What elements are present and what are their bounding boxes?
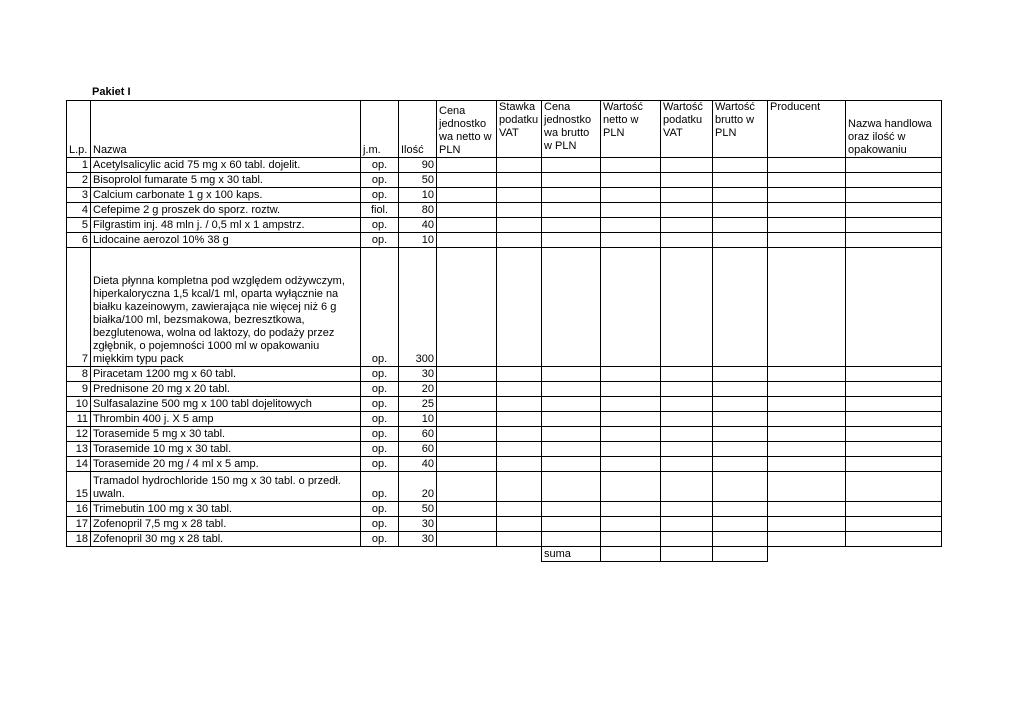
row-stawka-vat xyxy=(497,367,542,382)
row-jm: op. xyxy=(361,158,399,173)
row-producent xyxy=(768,457,846,472)
table-row xyxy=(67,158,942,173)
row-stawka-vat xyxy=(497,457,542,472)
table-row xyxy=(67,517,942,532)
table-row xyxy=(67,367,942,382)
row-ilosc: 20 xyxy=(399,472,437,502)
row-wartosc-podatku xyxy=(661,517,713,532)
row-cena-brutto xyxy=(542,233,601,248)
row-producent xyxy=(768,502,846,517)
summary-wartosc-netto xyxy=(601,547,661,562)
row-wartosc-podatku xyxy=(661,203,713,218)
row-jm: op. xyxy=(361,382,399,397)
row-wartosc-brutto xyxy=(713,158,768,173)
row-cena-brutto xyxy=(542,203,601,218)
row-nazwa: Torasemide 10 mg x 30 tabl. xyxy=(91,442,361,457)
row-wartosc-netto xyxy=(601,233,661,248)
row-jm: op. xyxy=(361,367,399,382)
row-nazwa-handlowa xyxy=(846,158,942,173)
row-wartosc-netto xyxy=(601,442,661,457)
row-lp: 9 xyxy=(67,382,91,397)
row-cena-netto xyxy=(437,233,497,248)
row-nazwa: Zofenopril 7,5 mg x 28 tabl. xyxy=(91,517,361,532)
table-row xyxy=(67,233,942,248)
summary-wartosc-brutto xyxy=(713,547,768,562)
row-cena-netto xyxy=(437,248,497,367)
row-nazwa-handlowa xyxy=(846,457,942,472)
row-nazwa-handlowa xyxy=(846,233,942,248)
row-nazwa-handlowa xyxy=(846,532,942,547)
row-lp: 4 xyxy=(67,203,91,218)
row-wartosc-netto xyxy=(601,412,661,427)
row-cena-netto xyxy=(437,457,497,472)
table-row xyxy=(67,248,942,367)
row-lp: 11 xyxy=(67,412,91,427)
row-wartosc-brutto xyxy=(713,173,768,188)
row-wartosc-brutto xyxy=(713,502,768,517)
row-jm: op. xyxy=(361,188,399,203)
row-cena-netto xyxy=(437,173,497,188)
row-wartosc-podatku xyxy=(661,233,713,248)
row-wartosc-brutto xyxy=(713,233,768,248)
row-lp: 3 xyxy=(67,188,91,203)
row-cena-netto xyxy=(437,472,497,502)
row-producent xyxy=(768,173,846,188)
row-lp: 14 xyxy=(67,457,91,472)
row-ilosc: 90 xyxy=(399,158,437,173)
header-jm: j.m. xyxy=(361,101,399,158)
row-cena-netto xyxy=(437,203,497,218)
row-wartosc-brutto xyxy=(713,412,768,427)
row-jm: op. xyxy=(361,532,399,547)
row-stawka-vat xyxy=(497,233,542,248)
row-wartosc-brutto xyxy=(713,397,768,412)
row-wartosc-podatku xyxy=(661,442,713,457)
row-wartosc-podatku xyxy=(661,427,713,442)
row-nazwa-handlowa xyxy=(846,412,942,427)
row-ilosc: 30 xyxy=(399,517,437,532)
row-nazwa: Sulfasalazine 500 mg x 100 tabl dojelitowych xyxy=(91,397,361,412)
row-ilosc: 40 xyxy=(399,218,437,233)
table-row xyxy=(67,532,942,547)
row-producent xyxy=(768,218,846,233)
row-jm: op. xyxy=(361,517,399,532)
row-wartosc-brutto xyxy=(713,472,768,502)
row-cena-netto xyxy=(437,382,497,397)
row-lp: 7 xyxy=(67,248,91,367)
row-cena-brutto xyxy=(542,472,601,502)
row-nazwa: Acetylsalicylic acid 75 mg x 60 tabl. dojelit. xyxy=(91,158,361,173)
row-lp: 18 xyxy=(67,532,91,547)
header-wartosc-netto: Wartość netto w PLN xyxy=(601,101,661,158)
row-nazwa-handlowa xyxy=(846,188,942,203)
row-jm: op. xyxy=(361,427,399,442)
row-stawka-vat xyxy=(497,173,542,188)
row-wartosc-netto xyxy=(601,457,661,472)
summary-label: suma xyxy=(542,547,601,562)
row-cena-brutto xyxy=(542,457,601,472)
row-cena-brutto xyxy=(542,382,601,397)
summary-wartosc-podatku xyxy=(661,547,713,562)
row-producent xyxy=(768,517,846,532)
row-wartosc-podatku xyxy=(661,173,713,188)
row-stawka-vat xyxy=(497,158,542,173)
header-cena-netto: Cena jednostko wa netto w PLN xyxy=(437,101,497,158)
row-wartosc-netto xyxy=(601,472,661,502)
row-wartosc-brutto xyxy=(713,382,768,397)
row-wartosc-podatku xyxy=(661,397,713,412)
row-nazwa: Piracetam 1200 mg x 60 tabl. xyxy=(91,367,361,382)
row-nazwa-handlowa xyxy=(846,442,942,457)
row-cena-netto xyxy=(437,188,497,203)
row-jm: op. xyxy=(361,442,399,457)
table-row xyxy=(67,457,942,472)
table-row xyxy=(67,203,942,218)
row-ilosc: 300 xyxy=(399,248,437,367)
header-stawka-vat: Stawka podatku VAT xyxy=(497,101,542,158)
row-lp: 5 xyxy=(67,218,91,233)
row-ilosc: 30 xyxy=(399,532,437,547)
row-stawka-vat xyxy=(497,532,542,547)
row-jm: op. xyxy=(361,233,399,248)
row-nazwa: Filgrastim inj. 48 mln j. / 0,5 ml x 1 ampstrz. xyxy=(91,218,361,233)
row-ilosc: 25 xyxy=(399,397,437,412)
row-lp: 8 xyxy=(67,367,91,382)
table-row xyxy=(67,188,942,203)
row-stawka-vat xyxy=(497,517,542,532)
table-row xyxy=(67,412,942,427)
row-producent xyxy=(768,367,846,382)
row-jm: op. xyxy=(361,472,399,502)
row-stawka-vat xyxy=(497,397,542,412)
row-cena-netto xyxy=(437,427,497,442)
row-producent xyxy=(768,532,846,547)
row-nazwa: Cefepime 2 g proszek do sporz. roztw. xyxy=(91,203,361,218)
row-wartosc-brutto xyxy=(713,532,768,547)
row-wartosc-podatku xyxy=(661,472,713,502)
row-wartosc-netto xyxy=(601,532,661,547)
row-cena-netto xyxy=(437,218,497,233)
row-wartosc-podatku xyxy=(661,248,713,367)
table-row xyxy=(67,173,942,188)
row-nazwa: Dieta płynna kompletna pod względem odżywczym, hiperkaloryczna 1,5 kcal/1 ml, oparta wyłącznie na białku kazeinowym, zawierająca nie więcej niż 6 g białka/100 ml, bezsmakowa, bezresztkowa, bezglutenowa, wolna od laktozy, do podaży przez zgłębnik, o pojemności 1000 ml w opakowaniu miękkim typu pack xyxy=(91,248,361,367)
row-producent xyxy=(768,188,846,203)
row-wartosc-brutto xyxy=(713,367,768,382)
row-nazwa: Torasemide 20 mg / 4 ml x 5 amp. xyxy=(91,457,361,472)
row-wartosc-brutto xyxy=(713,248,768,367)
row-stawka-vat xyxy=(497,502,542,517)
row-nazwa-handlowa xyxy=(846,502,942,517)
row-wartosc-brutto xyxy=(713,427,768,442)
row-cena-brutto xyxy=(542,367,601,382)
row-ilosc: 80 xyxy=(399,203,437,218)
row-wartosc-netto xyxy=(601,517,661,532)
row-cena-brutto xyxy=(542,442,601,457)
row-wartosc-netto xyxy=(601,397,661,412)
header-producent: Producent xyxy=(768,101,846,158)
row-ilosc: 10 xyxy=(399,233,437,248)
row-cena-brutto xyxy=(542,158,601,173)
row-nazwa-handlowa xyxy=(846,218,942,233)
row-lp: 2 xyxy=(67,173,91,188)
row-producent xyxy=(768,382,846,397)
row-ilosc: 60 xyxy=(399,442,437,457)
row-wartosc-brutto xyxy=(713,203,768,218)
row-wartosc-netto xyxy=(601,248,661,367)
row-nazwa: Thrombin 400 j. X 5 amp xyxy=(91,412,361,427)
header-wartosc-brutto: Wartość brutto w PLN xyxy=(713,101,768,158)
row-producent xyxy=(768,472,846,502)
row-cena-netto xyxy=(437,412,497,427)
header-ilosc: Ilość xyxy=(399,101,437,158)
row-lp: 10 xyxy=(67,397,91,412)
table-row xyxy=(67,442,942,457)
row-cena-brutto xyxy=(542,502,601,517)
row-cena-brutto xyxy=(542,412,601,427)
row-stawka-vat xyxy=(497,203,542,218)
row-wartosc-netto xyxy=(601,203,661,218)
row-wartosc-netto xyxy=(601,188,661,203)
row-producent xyxy=(768,248,846,367)
row-nazwa-handlowa xyxy=(846,472,942,502)
row-producent xyxy=(768,158,846,173)
row-lp: 12 xyxy=(67,427,91,442)
row-wartosc-netto xyxy=(601,218,661,233)
table-row xyxy=(67,502,942,517)
row-nazwa-handlowa xyxy=(846,203,942,218)
row-nazwa: Calcium carbonate 1 g x 100 kaps. xyxy=(91,188,361,203)
table-row xyxy=(67,427,942,442)
row-cena-brutto xyxy=(542,427,601,442)
row-ilosc: 40 xyxy=(399,457,437,472)
table-row xyxy=(67,218,942,233)
row-nazwa: Trimebutin 100 mg x 30 tabl. xyxy=(91,502,361,517)
row-wartosc-netto xyxy=(601,502,661,517)
row-cena-netto xyxy=(437,397,497,412)
row-wartosc-brutto xyxy=(713,517,768,532)
row-ilosc: 50 xyxy=(399,173,437,188)
row-jm: op. xyxy=(361,412,399,427)
table-row xyxy=(67,472,942,502)
row-ilosc: 10 xyxy=(399,412,437,427)
row-producent xyxy=(768,233,846,248)
row-wartosc-netto xyxy=(601,173,661,188)
row-wartosc-podatku xyxy=(661,532,713,547)
table-row xyxy=(67,397,942,412)
row-wartosc-podatku xyxy=(661,218,713,233)
row-stawka-vat xyxy=(497,472,542,502)
row-jm: op. xyxy=(361,173,399,188)
header-nazwa-handlowa: Nazwa handlowa oraz ilość w opakowaniu xyxy=(846,101,942,158)
row-cena-brutto xyxy=(542,188,601,203)
table-row xyxy=(67,382,942,397)
row-jm: fiol. xyxy=(361,203,399,218)
row-cena-brutto xyxy=(542,517,601,532)
row-jm: op. xyxy=(361,397,399,412)
row-cena-brutto xyxy=(542,532,601,547)
row-stawka-vat xyxy=(497,248,542,367)
row-cena-netto xyxy=(437,442,497,457)
row-producent xyxy=(768,412,846,427)
row-wartosc-podatku xyxy=(661,188,713,203)
row-cena-netto xyxy=(437,532,497,547)
row-nazwa-handlowa xyxy=(846,427,942,442)
row-nazwa-handlowa xyxy=(846,397,942,412)
row-jm: op. xyxy=(361,502,399,517)
row-nazwa: Zofenopril 30 mg x 28 tabl. xyxy=(91,532,361,547)
row-cena-brutto xyxy=(542,218,601,233)
row-wartosc-podatku xyxy=(661,367,713,382)
summary-row xyxy=(67,547,942,562)
row-wartosc-netto xyxy=(601,382,661,397)
row-wartosc-podatku xyxy=(661,502,713,517)
row-wartosc-netto xyxy=(601,158,661,173)
row-jm: op. xyxy=(361,248,399,367)
row-wartosc-podatku xyxy=(661,412,713,427)
row-stawka-vat xyxy=(497,442,542,457)
row-lp: 1 xyxy=(67,158,91,173)
row-producent xyxy=(768,397,846,412)
row-nazwa-handlowa xyxy=(846,517,942,532)
row-wartosc-podatku xyxy=(661,457,713,472)
header-cena-brutto: Cena jednostko wa brutto w PLN xyxy=(542,101,601,158)
header-wartosc-podatku: Wartość podatku VAT xyxy=(661,101,713,158)
row-nazwa: Torasemide 5 mg x 30 tabl. xyxy=(91,427,361,442)
header-row xyxy=(67,101,942,158)
row-nazwa: Lidocaine aerozol 10% 38 g xyxy=(91,233,361,248)
row-lp: 17 xyxy=(67,517,91,532)
row-cena-brutto xyxy=(542,248,601,367)
row-jm: op. xyxy=(361,457,399,472)
row-wartosc-netto xyxy=(601,367,661,382)
row-nazwa: Bisoprolol fumarate 5 mg x 30 tabl. xyxy=(91,173,361,188)
row-ilosc: 50 xyxy=(399,502,437,517)
row-wartosc-brutto xyxy=(713,457,768,472)
row-stawka-vat xyxy=(497,427,542,442)
row-ilosc: 20 xyxy=(399,382,437,397)
row-ilosc: 10 xyxy=(399,188,437,203)
summary-spacer-right xyxy=(768,547,942,562)
row-stawka-vat xyxy=(497,218,542,233)
tender-table xyxy=(66,100,942,562)
row-lp: 6 xyxy=(67,233,91,248)
row-nazwa: Tramadol hydrochloride 150 mg x 30 tabl. o przedł. uwaln. xyxy=(91,472,361,502)
row-cena-netto xyxy=(437,158,497,173)
row-wartosc-brutto xyxy=(713,442,768,457)
row-cena-netto xyxy=(437,367,497,382)
row-stawka-vat xyxy=(497,412,542,427)
row-wartosc-podatku xyxy=(661,158,713,173)
row-lp: 15 xyxy=(67,472,91,502)
row-nazwa: Prednisone 20 mg x 20 tabl. xyxy=(91,382,361,397)
row-cena-netto xyxy=(437,517,497,532)
header-lp: L.p. xyxy=(67,101,91,158)
row-cena-netto xyxy=(437,502,497,517)
row-stawka-vat xyxy=(497,382,542,397)
row-wartosc-brutto xyxy=(713,188,768,203)
header-nazwa: Nazwa xyxy=(91,101,361,158)
row-ilosc: 30 xyxy=(399,367,437,382)
row-cena-brutto xyxy=(542,397,601,412)
row-stawka-vat xyxy=(497,188,542,203)
row-lp: 16 xyxy=(67,502,91,517)
row-jm: op. xyxy=(361,218,399,233)
row-nazwa-handlowa xyxy=(846,248,942,367)
row-cena-brutto xyxy=(542,173,601,188)
row-nazwa-handlowa xyxy=(846,367,942,382)
row-ilosc: 60 xyxy=(399,427,437,442)
row-lp: 13 xyxy=(67,442,91,457)
row-nazwa-handlowa xyxy=(846,382,942,397)
summary-spacer xyxy=(67,547,542,562)
row-producent xyxy=(768,442,846,457)
row-producent xyxy=(768,203,846,218)
page-title: Pakiet I xyxy=(92,86,131,98)
row-wartosc-netto xyxy=(601,427,661,442)
row-wartosc-brutto xyxy=(713,218,768,233)
row-wartosc-podatku xyxy=(661,382,713,397)
row-producent xyxy=(768,427,846,442)
row-nazwa-handlowa xyxy=(846,173,942,188)
